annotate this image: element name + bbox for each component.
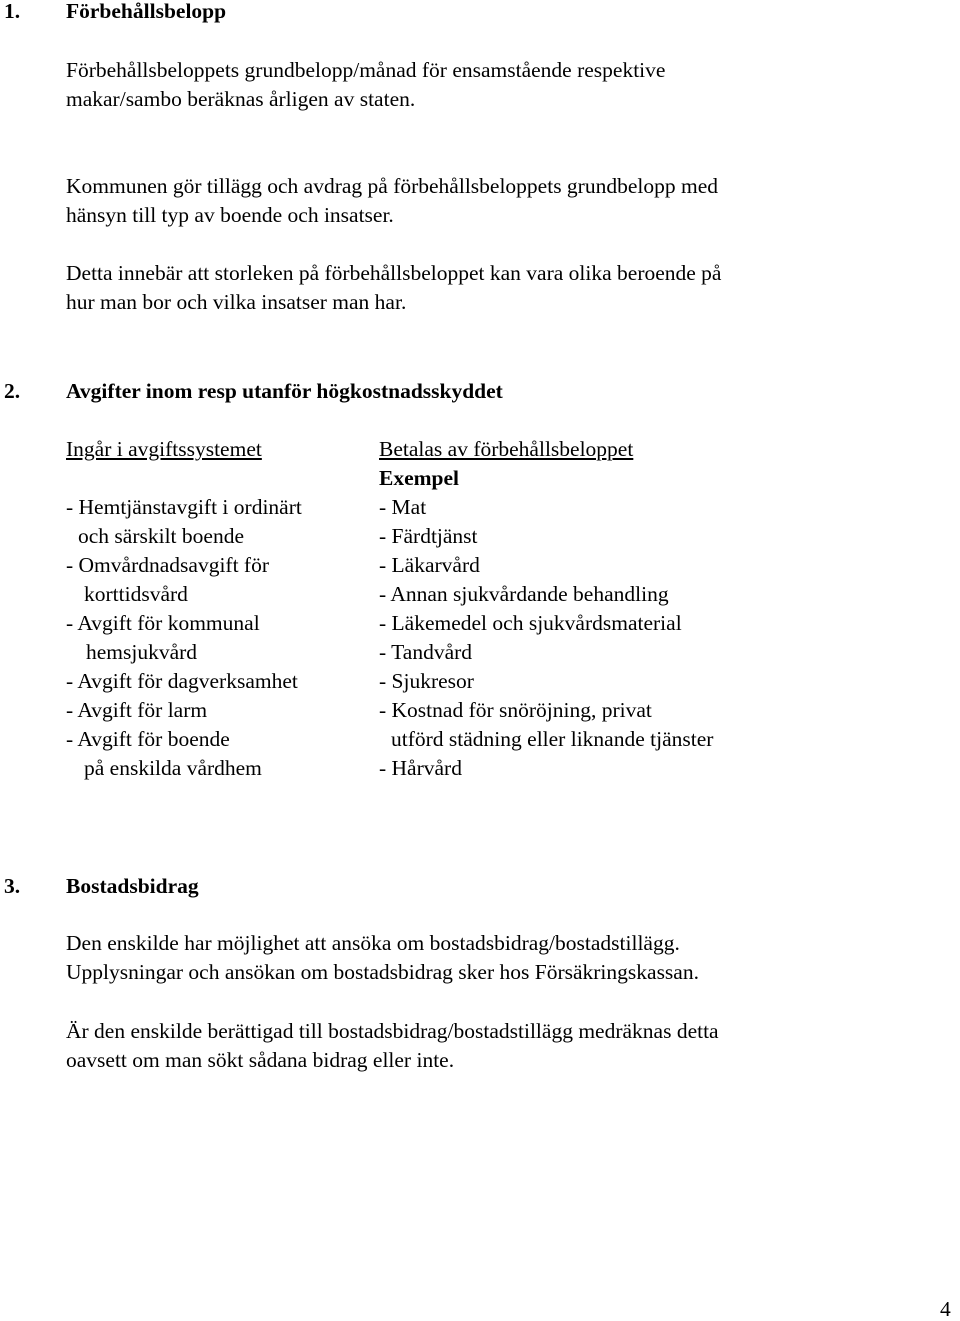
list-item: hemsjukvård <box>86 640 198 664</box>
list-item: utförd städning eller liknande tjänster <box>391 727 714 751</box>
allowance-column <box>379 435 713 783</box>
section-1-number: 1. <box>4 0 21 23</box>
section-1-title: Förbehållsbelopp <box>66 0 227 23</box>
list-item: på enskilda vårdhem <box>84 756 262 780</box>
section-1-paragraph-1 <box>66 56 665 114</box>
examples-label: Exempel <box>379 466 460 490</box>
list-item: - Tandvård <box>379 640 473 664</box>
section-1-paragraph-3 <box>66 259 721 317</box>
text-line: Upplysningar och ansökan om bostadsbidrag sker hos Försäkringskassan. <box>66 960 699 984</box>
section-3-title: Bostadsbidrag <box>66 874 199 898</box>
text-line: hur man bor och vilka insatser man har. <box>66 290 407 314</box>
list-item: - Hårvård <box>379 756 462 780</box>
list-item: - Annan sjukvårdande behandling <box>379 582 669 606</box>
text-line: Detta innebär att storleken på förbehållsbeloppet kan vara olika beroende på <box>66 261 722 285</box>
fee-system-column <box>66 435 302 783</box>
list-item: - Avgift för larm <box>66 698 208 722</box>
section-2-number: 2. <box>4 379 21 403</box>
list-item: korttidsvård <box>84 582 188 606</box>
section-3-number: 3. <box>4 874 21 898</box>
list-item: - Hemtjänstavgift i ordinärt <box>66 495 302 519</box>
list-item: - Mat <box>379 495 427 519</box>
text-line: makar/sambo beräknas årligen av staten. <box>66 87 416 111</box>
text-line: Förbehållsbeloppets grundbelopp/månad för ensamstående respektive <box>66 58 666 82</box>
list-item: - Avgift för boende <box>66 727 230 751</box>
fee-system-heading: Ingår i avgiftssystemet <box>66 437 262 461</box>
section-3-paragraph-2 <box>66 1017 719 1075</box>
list-item: - Läkemedel och sjukvårdsmaterial <box>379 611 682 635</box>
list-item: - Färdtjänst <box>379 524 478 548</box>
list-item: - Sjukresor <box>379 669 474 693</box>
page-number: 4 <box>940 1297 951 1321</box>
section-2-title: Avgifter inom resp utanför högkostnadsskyddet <box>66 379 503 403</box>
text-line: hänsyn till typ av boende och insatser. <box>66 203 394 227</box>
section-1-paragraph-2 <box>66 172 718 230</box>
text-line: oavsett om man sökt sådana bidrag eller inte. <box>66 1048 455 1072</box>
list-item: - Omvårdnadsavgift för <box>66 553 269 577</box>
text-line: Den enskilde har möjlighet att ansöka om bostadsbidrag/bostadstillägg. <box>66 931 680 955</box>
list-item: - Avgift för kommunal <box>66 611 260 635</box>
section-3-paragraph-1 <box>66 929 699 987</box>
list-item: - Läkarvård <box>379 553 480 577</box>
list-item: - Kostnad för snöröjning, privat <box>379 698 652 722</box>
text-line: Är den enskilde berättigad till bostadsbidrag/bostadstillägg medräknas detta <box>66 1019 719 1043</box>
text-line: Kommunen gör tillägg och avdrag på förbehållsbeloppets grundbelopp med <box>66 174 719 198</box>
list-item: och särskilt boende <box>78 524 244 548</box>
list-item: - Avgift för dagverksamhet <box>66 669 298 693</box>
allowance-heading: Betalas av förbehållsbeloppet <box>379 437 634 461</box>
